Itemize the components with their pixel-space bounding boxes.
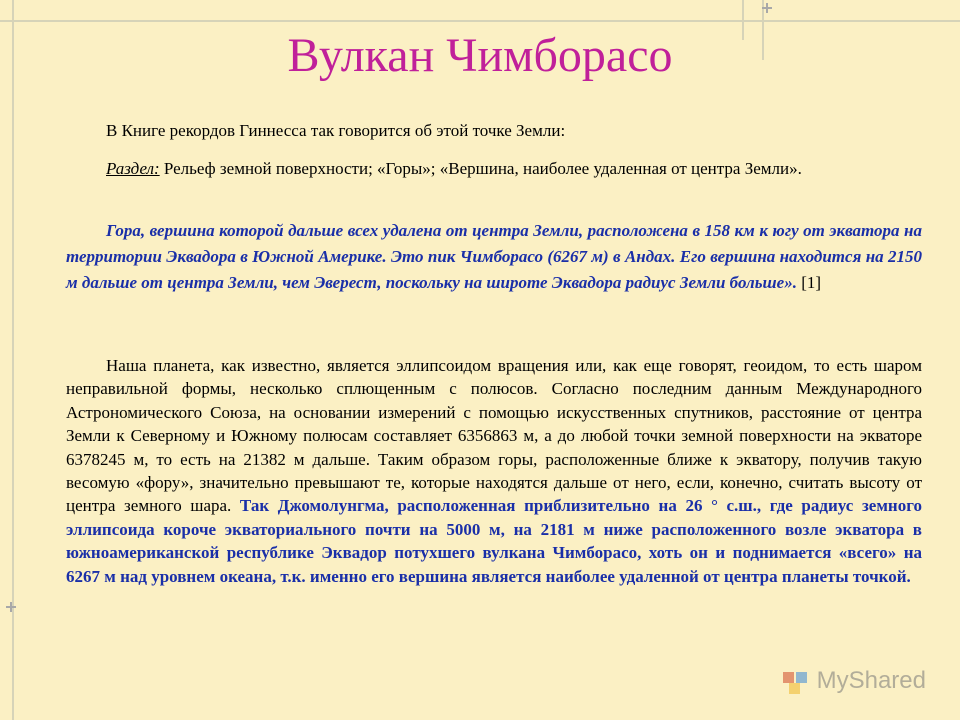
guinness-quote: Гора, вершина которой дальше всех удалена от центра Земли, расположена в 158 км к югу от экватора на территории Эквадора в Южной Америке. Это пик Чимборасо (6267 м) в Андах. Его вершина находится на 2150 м дальше от центра Земли, чем Эверест, поскольку на широте Эквадора радиус Земли больше». [66,221,922,292]
body-highlight-text: Так Джомолунгма, расположенная приблизительно на 26 ° с.ш., где радиус земного эллипсоида короче экваториального почти на 5000 м, на 2181 м ниже расположенного возле экватора в южноамериканской республике Эквадор потухшего вулкана Чимборасо, хоть он и поднимается «всего» на 6267 м над уровнем океана, т.к. именно его вершина является наиболее удаленной от центра планеты точкой. [66,496,922,586]
watermark [781,666,926,696]
myshared-logo-icon [781,666,811,696]
frame-left-line [12,0,14,720]
body-paragraph [66,354,922,588]
section-text: Рельеф земной поверхности; «Горы»; «Вершина, наиболее удаленная от центра Земли». [159,159,802,178]
reference-marker: [1] [796,273,822,292]
frame-top-line [0,20,960,22]
intro-paragraph: В Книге рекордов Гиннесса так говорится об этой точке Земли: [106,121,566,140]
quote-paragraph [66,218,922,296]
section-label: Раздел: [106,159,160,178]
body-plain-text: Наша планета, как известно, является эллипсоидом вращения или, как еще говорят, геоидом, то есть шаром неправильной формы, несколько сплющенным с полюсов. Согласно последним данным Международного Астрономического Союза, на основании измерений с помощью искусственных спутников, расстояние от центра Земли к Северному и Южному полюсам составляет 6356863 м, а до любой точки земной поверхности на экваторе 6378245 м, то есть на 21382 м дальше. Таким образом горы, расположенные ближе к экватору, получив такую весомую «фору», значительно превышают те, которые находятся дальше от него, если, конечно, считать высоту от центра земного шара. [66,356,922,516]
page-title: Вулкан Чимборасо [287,29,673,82]
frame-corner-tick [6,602,16,612]
frame-corner-tick [762,3,772,13]
section-paragraph [66,156,922,182]
watermark-text: MyShared [816,667,926,694]
